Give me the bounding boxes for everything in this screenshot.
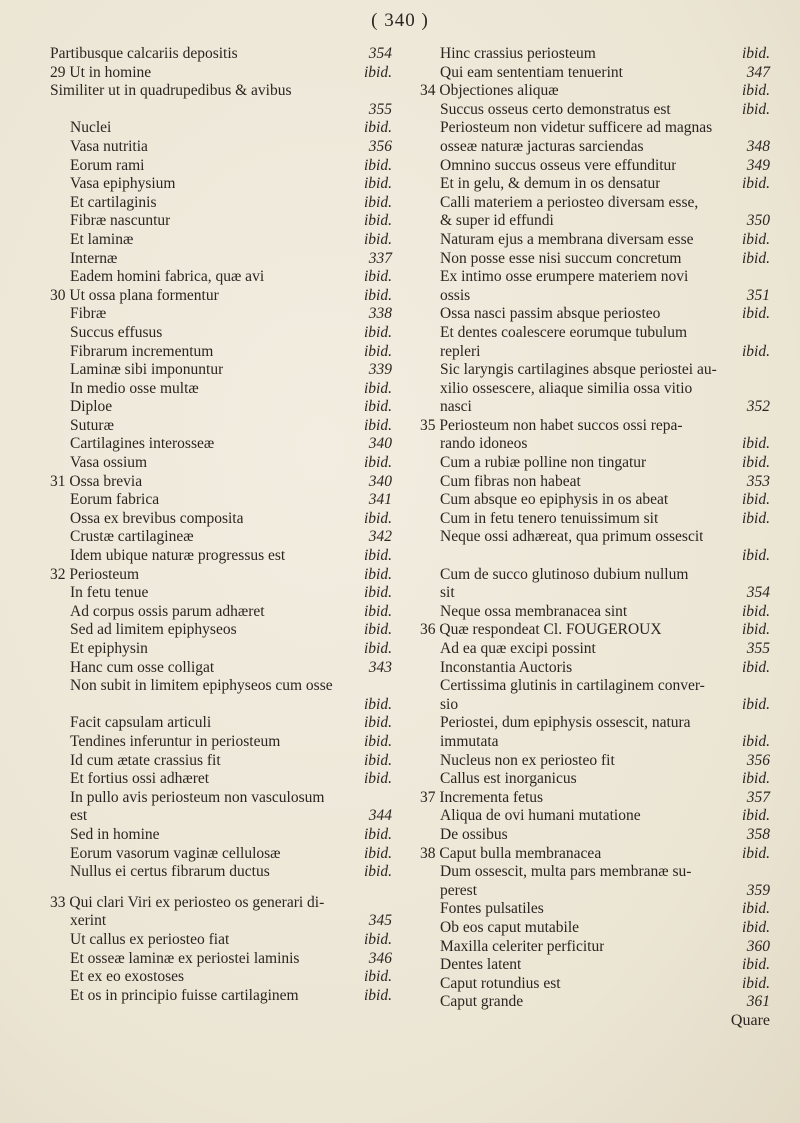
entry-page-ref: ibid.	[742, 900, 770, 918]
index-entry	[50, 45, 392, 64]
index-entry	[50, 510, 392, 529]
index-entry	[420, 659, 770, 678]
index-entry	[420, 826, 770, 845]
entry-page-ref: 344	[368, 807, 392, 825]
entry-page-ref: ibid.	[742, 621, 770, 639]
index-entry	[50, 250, 392, 269]
entry-page-ref: ibid.	[364, 732, 392, 750]
index-entry	[420, 900, 770, 919]
entry-text: xilio ossescere, aliaque similia ossa vitio	[440, 379, 693, 397]
entry-text: Non subit in limitem epiphyseos cum osse	[70, 677, 333, 695]
entry-page-ref: ibid.	[742, 342, 770, 360]
entry-text: Id cum ætate crassius fit	[70, 751, 221, 769]
entry-page-ref: 358	[746, 825, 770, 843]
entry-page-ref: ibid.	[742, 454, 770, 472]
entry-page-ref: 350	[746, 212, 770, 230]
entry-page-ref: ibid.	[742, 82, 770, 100]
entry-text: Vasa ossium	[70, 454, 148, 472]
index-entry	[50, 119, 392, 138]
entry-page-ref: ibid.	[364, 770, 392, 788]
entry-page-ref: ibid.	[364, 454, 392, 472]
entry-text: nasci	[440, 398, 472, 416]
entry-page-ref: ibid.	[364, 751, 392, 769]
entry-page-ref: ibid.	[742, 509, 770, 527]
entry-page-ref: 337	[368, 249, 392, 267]
index-entry	[50, 547, 392, 566]
entry-page-ref: ibid.	[742, 956, 770, 974]
index-entry	[420, 138, 770, 157]
entry-text: Hinc crassius periosteum	[440, 45, 596, 62]
index-entry	[420, 435, 770, 454]
entry-text: Et in gelu, & demum in os densatur	[440, 175, 661, 193]
entry-text: Et fortius ossi adhæret	[70, 770, 210, 788]
entry-text: Certissima glutinis in cartilaginem conver-	[440, 677, 705, 695]
index-entry	[50, 528, 392, 547]
entry-text: Sed ad limitem epiphyseos	[70, 621, 237, 639]
entry-text: Tendines inferuntur in periosteum	[70, 732, 281, 750]
entry-text: Partibusque calcariis depositis	[50, 45, 238, 62]
entry-text: Ob eos caput mutabile	[440, 918, 580, 936]
index-entry	[50, 101, 392, 120]
index-entry	[50, 82, 392, 101]
index-entry	[50, 473, 392, 492]
index-entry	[420, 194, 770, 213]
entry-page-ref: 354	[368, 45, 392, 62]
entry-page-ref: ibid.	[364, 342, 392, 360]
index-right-column	[420, 45, 770, 1012]
entry-text: immutata	[440, 732, 499, 750]
entry-page-ref: 341	[368, 491, 392, 509]
index-entry	[420, 733, 770, 752]
index-entry	[50, 950, 392, 969]
entry-page-ref: ibid.	[364, 547, 392, 565]
index-entry	[50, 968, 392, 987]
entry-text: Neque ossa membranacea sint	[440, 602, 628, 620]
index-entry	[50, 157, 392, 176]
entry-page-ref: 340	[368, 435, 392, 453]
index-entry	[50, 138, 392, 157]
entry-page-ref: ibid.	[742, 658, 770, 676]
entry-text: 30 Ut ossa plana formentur	[50, 286, 219, 304]
entry-page-ref: ibid.	[364, 323, 392, 341]
entry-text: Et os in principio fuisse cartilaginem	[70, 986, 299, 1004]
entry-text: Caput grande	[440, 993, 524, 1011]
index-entry	[50, 603, 392, 622]
entry-text: Et ex eo exostoses	[70, 968, 185, 986]
entry-page-ref: ibid.	[742, 435, 770, 453]
index-entry	[420, 361, 770, 380]
index-entry	[420, 640, 770, 659]
entry-text: Naturam ejus a membrana diversam esse	[440, 230, 694, 248]
entry-page-ref: ibid.	[742, 491, 770, 509]
index-entry	[50, 361, 392, 380]
index-entry	[50, 231, 392, 250]
entry-page-ref: 359	[746, 881, 770, 899]
entry-page-ref: ibid.	[742, 974, 770, 992]
entry-page-ref: ibid.	[364, 175, 392, 193]
entry-page-ref: ibid.	[364, 640, 392, 657]
index-entry	[420, 714, 770, 733]
entry-page-ref: ibid.	[364, 602, 392, 620]
entry-page-ref: ibid.	[742, 770, 770, 788]
entry-page-ref: 361	[746, 993, 770, 1011]
entry-page-ref: ibid.	[364, 268, 392, 286]
index-entry	[50, 417, 392, 436]
entry-page-ref: 343	[368, 658, 392, 676]
entry-text: osseæ naturæ jacturas sarciendas	[440, 137, 644, 155]
index-entry	[420, 789, 770, 808]
entry-text: Eorum rami	[70, 156, 145, 174]
entry-page-ref: ibid.	[364, 714, 392, 732]
entry-page-ref: ibid.	[742, 844, 770, 862]
index-entry	[50, 454, 392, 473]
entry-text: Fibræ nascuntur	[70, 212, 171, 230]
entry-text: Ossa ex brevibus composita	[70, 509, 244, 527]
entry-page-ref: 352	[746, 398, 770, 416]
entry-text: Et dentes coalescere eorumque tubulum	[440, 323, 688, 341]
entry-text: Ossa nasci passim absque periosteo	[440, 305, 661, 323]
entry-text: Neque ossi adhæreat, qua primum ossescit	[440, 528, 704, 546]
index-entry	[420, 993, 770, 1012]
index-entry	[420, 287, 770, 306]
entry-page-ref: 355	[746, 640, 770, 657]
entry-page-ref: ibid.	[364, 584, 392, 602]
entry-text: Maxilla celeriter perficitur	[440, 937, 605, 955]
index-left-column	[50, 45, 392, 1005]
entry-page-ref: ibid.	[364, 63, 392, 81]
index-entry	[50, 894, 392, 913]
entry-text: 34 Objectiones aliquæ	[420, 82, 559, 100]
index-entry	[50, 212, 392, 231]
entry-text: Succus effusus	[70, 323, 163, 341]
entry-text: Cum in fetu tenero tenuissimum sit	[440, 509, 659, 527]
entry-text: Cum fibras non habeat	[440, 472, 581, 490]
index-entry	[50, 752, 392, 771]
entry-text: In pullo avis periosteum non vasculosum	[70, 788, 325, 806]
entry-page-ref: 356	[368, 137, 392, 155]
index-entry	[420, 510, 770, 529]
entry-page-ref: ibid.	[364, 379, 392, 397]
entry-text: perest	[440, 881, 478, 899]
entry-text: Cartilagines interosseæ	[70, 435, 215, 453]
entry-text: Periostei, dum epiphysis ossescit, natura	[440, 714, 691, 732]
entry-text: sio	[440, 695, 459, 713]
index-entry	[420, 528, 770, 547]
entry-text: Idem ubique naturæ progressus est	[70, 547, 286, 565]
index-entry	[420, 64, 770, 83]
entry-text: Dentes latent	[440, 956, 522, 974]
index-entry	[50, 696, 392, 715]
catchword: Quare	[730, 1012, 770, 1029]
entry-page-ref: ibid.	[364, 968, 392, 986]
index-entry	[50, 398, 392, 417]
entry-page-ref: 349	[746, 156, 770, 174]
entry-text: Nucleus non ex periosteo fit	[440, 751, 615, 769]
index-entry	[50, 175, 392, 194]
entry-page-ref: ibid.	[364, 695, 392, 713]
index-entry	[50, 268, 392, 287]
entry-page-ref: ibid.	[364, 825, 392, 843]
index-entry	[420, 101, 770, 120]
entry-text: 31 Ossa brevia	[50, 472, 143, 490]
entry-page-ref: 346	[368, 949, 392, 967]
entry-text: 37 Incrementa fetus	[420, 788, 544, 806]
entry-text: ossis	[440, 286, 471, 304]
entry-text: repleri	[440, 342, 481, 360]
entry-text: Eadem homini fabrica, quæ avi	[70, 268, 265, 286]
entry-page-ref: 356	[746, 751, 770, 769]
index-entry	[50, 807, 392, 826]
index-entry	[50, 324, 392, 343]
index-entry	[50, 863, 392, 882]
entry-text: Aliqua de ovi humani mutatione	[440, 807, 641, 825]
entry-text: Fibrarum incrementum	[70, 342, 214, 360]
index-entry	[50, 305, 392, 324]
entry-text: Succus osseus certo demonstratus est	[440, 100, 671, 118]
entry-text: 33 Qui clari Viri ex periosteo os generari di-	[50, 893, 325, 911]
index-entry	[420, 845, 770, 864]
entry-text: Hanc cum osse colligat	[70, 658, 215, 676]
index-entry	[420, 696, 770, 715]
index-entry	[420, 343, 770, 362]
entry-page-ref: ibid.	[742, 230, 770, 248]
entry-text: Vasa nutritia	[70, 137, 148, 155]
entry-page-ref: 339	[368, 361, 392, 379]
entry-text: Sed in homine	[70, 825, 160, 843]
index-entry	[420, 770, 770, 789]
index-entry	[420, 975, 770, 994]
entry-page-ref: ibid.	[742, 695, 770, 713]
index-entry	[420, 807, 770, 826]
index-entry	[420, 919, 770, 938]
entry-page-ref: ibid.	[742, 305, 770, 323]
index-entry	[420, 584, 770, 603]
entry-page-ref: ibid.	[742, 249, 770, 267]
index-entry	[420, 231, 770, 250]
entry-page-ref: 357	[746, 788, 770, 806]
entry-page-ref: ibid.	[742, 45, 770, 62]
entry-page-ref: 355	[368, 100, 392, 118]
index-entry	[50, 845, 392, 864]
entry-page-ref: ibid.	[742, 807, 770, 825]
entry-page-ref: ibid.	[364, 565, 392, 583]
entry-page-ref: 348	[746, 137, 770, 155]
entry-text: Et epiphysin	[70, 640, 148, 657]
index-entry	[50, 733, 392, 752]
entry-page-ref: 347	[746, 63, 770, 81]
entry-text: Nullus ei certus fibrarum ductus	[70, 863, 270, 881]
entry-page-ref: ibid.	[364, 986, 392, 1004]
entry-text: Calli materiem a periosteo diversam esse,	[440, 193, 699, 211]
entry-page-ref: ibid.	[364, 193, 392, 211]
entry-text: In medio osse multæ	[70, 379, 199, 397]
entry-page-ref: ibid.	[364, 416, 392, 434]
index-entry	[50, 789, 392, 808]
page-number: ( 340 )	[371, 10, 429, 31]
index-entry	[50, 931, 392, 950]
entry-page-ref: 345	[368, 912, 392, 930]
entry-text: Vasa epiphysium	[70, 175, 176, 193]
index-entry	[420, 752, 770, 771]
entry-text: Crustæ cartilagineæ	[70, 528, 194, 546]
entry-page-ref: ibid.	[364, 286, 392, 304]
entry-page-ref: ibid.	[364, 621, 392, 639]
index-entry	[50, 435, 392, 454]
entry-text: Eorum vasorum vaginæ cellulosæ	[70, 844, 281, 862]
entry-text: Fibræ	[70, 305, 107, 323]
index-entry	[50, 287, 392, 306]
entry-page-ref: 351	[746, 286, 770, 304]
index-entry	[50, 584, 392, 603]
index-entry	[420, 380, 770, 399]
entry-text: Facit capsulam articuli	[70, 714, 212, 732]
index-entry	[50, 491, 392, 510]
entry-text: Sic laryngis cartilagines absque periostei au-	[440, 361, 717, 379]
entry-text: Fontes pulsatiles	[440, 900, 544, 918]
index-entry	[50, 677, 392, 696]
entry-text: Et cartilaginis	[70, 193, 157, 211]
index-entry	[420, 491, 770, 510]
entry-page-ref: 360	[746, 937, 770, 955]
entry-text: Eorum fabrica	[70, 491, 160, 509]
index-entry	[420, 157, 770, 176]
entry-text: 29 Ut in homine	[50, 63, 152, 81]
entry-text: Caput rotundius est	[440, 974, 561, 992]
entry-text: sit	[440, 584, 455, 602]
index-entry	[50, 621, 392, 640]
entry-text: Internæ	[70, 249, 118, 267]
entry-text: & super id effundi	[440, 212, 554, 230]
index-entry	[50, 770, 392, 789]
entry-text: Laminæ sibi imponuntur	[70, 361, 224, 379]
entry-page-ref: ibid.	[364, 212, 392, 230]
index-entry	[420, 882, 770, 901]
entry-page-ref: ibid.	[742, 602, 770, 620]
entry-page-ref: 342	[368, 528, 392, 546]
entry-text: Et laminæ	[70, 230, 134, 248]
index-entry	[420, 212, 770, 231]
entry-text: Qui eam sententiam tenuerint	[440, 63, 623, 81]
entry-text: De ossibus	[440, 825, 508, 843]
entry-page-ref: ibid.	[742, 547, 770, 565]
entry-text: est	[70, 807, 88, 825]
index-entry	[420, 863, 770, 882]
index-entry	[50, 566, 392, 585]
entry-text: 36 Quæ respondeat Cl. FOUGEROUX	[420, 621, 662, 639]
entry-text: Periosteum non videtur sufficere ad magnas	[440, 119, 713, 137]
entry-text: Cum a rubiæ polline non tingatur	[440, 454, 647, 472]
index-entry	[420, 268, 770, 287]
entry-text: Ad corpus ossis parum adhæret	[70, 602, 265, 620]
index-entry	[420, 398, 770, 417]
entry-page-ref: ibid.	[364, 930, 392, 948]
index-entry	[420, 603, 770, 622]
entry-page-ref: ibid.	[742, 175, 770, 193]
entry-text: Suturæ	[70, 416, 114, 434]
index-entry	[50, 659, 392, 678]
index-entry	[50, 987, 392, 1006]
index-entry	[420, 473, 770, 492]
entry-text: Diploe	[70, 398, 113, 416]
catchword-line	[420, 1012, 770, 1030]
index-entry	[420, 305, 770, 324]
entry-page-ref: 340	[368, 472, 392, 490]
index-entry	[50, 714, 392, 733]
entry-page-ref: 353	[746, 472, 770, 490]
entry-page-ref: 338	[368, 305, 392, 323]
entry-page-ref: 354	[746, 584, 770, 602]
entry-page-ref: ibid.	[742, 732, 770, 750]
index-entry	[420, 82, 770, 101]
entry-text: 35 Periosteum non habet succos ossi repa-	[420, 416, 683, 434]
index-entry	[420, 119, 770, 138]
index-entry	[50, 826, 392, 845]
index-entry	[420, 566, 770, 585]
entry-text: Cum de succo glutinoso dubium nullum	[440, 565, 689, 583]
entry-page-ref: ibid.	[364, 230, 392, 248]
index-entry	[420, 677, 770, 696]
entry-text: 38 Caput bulla membranacea	[420, 844, 602, 862]
entry-text: rando idoneos	[440, 435, 528, 453]
entry-text: Non posse esse nisi succum concretum	[440, 249, 682, 267]
entry-page-ref: ibid.	[364, 398, 392, 416]
entry-text: Ut callus ex periosteo fiat	[70, 930, 230, 948]
index-entry	[50, 912, 392, 931]
index-entry	[420, 175, 770, 194]
index-entry	[420, 938, 770, 957]
entry-text: Omnino succus osseus vere effunditur	[440, 156, 677, 174]
entry-text: Cum absque eo epiphysis in os abeat	[440, 491, 669, 509]
entry-text: xerint	[70, 912, 107, 930]
entry-page-ref: ibid.	[364, 156, 392, 174]
entry-page-ref: ibid.	[364, 844, 392, 862]
index-entry	[420, 45, 770, 64]
entry-text: Ex intimo osse erumpere materiem novi	[440, 268, 689, 286]
entry-page-ref: ibid.	[364, 509, 392, 527]
entry-text: In fetu tenue	[70, 584, 149, 602]
index-entry	[50, 343, 392, 362]
index-entry	[420, 250, 770, 269]
entry-text: Similiter ut in quadrupedibus & avibus	[50, 82, 292, 100]
entry-text: Callus est inorganicus	[440, 770, 577, 788]
entry-text: Dum ossescit, multa pars membranæ su-	[440, 863, 692, 881]
index-entry	[420, 454, 770, 473]
index-entry	[50, 380, 392, 399]
entry-page-ref: ibid.	[364, 119, 392, 137]
index-entry	[420, 324, 770, 343]
index-entry	[420, 956, 770, 975]
index-entry	[50, 194, 392, 213]
index-entry	[50, 640, 392, 659]
entry-text: 32 Periosteum	[50, 565, 140, 583]
index-entry	[420, 621, 770, 640]
index-entry	[50, 64, 392, 83]
entry-page-ref: ibid.	[742, 918, 770, 936]
index-entry	[420, 417, 770, 436]
entry-text: Nuclei	[70, 119, 112, 137]
entry-text: Et osseæ laminæ ex periostei laminis	[70, 949, 300, 967]
entry-text: Inconstantia Auctoris	[440, 658, 573, 676]
entry-page-ref: ibid.	[364, 863, 392, 881]
entry-page-ref: ibid.	[742, 100, 770, 118]
entry-text: Ad ea quæ excipi possint	[440, 640, 596, 657]
index-entry	[420, 547, 770, 566]
